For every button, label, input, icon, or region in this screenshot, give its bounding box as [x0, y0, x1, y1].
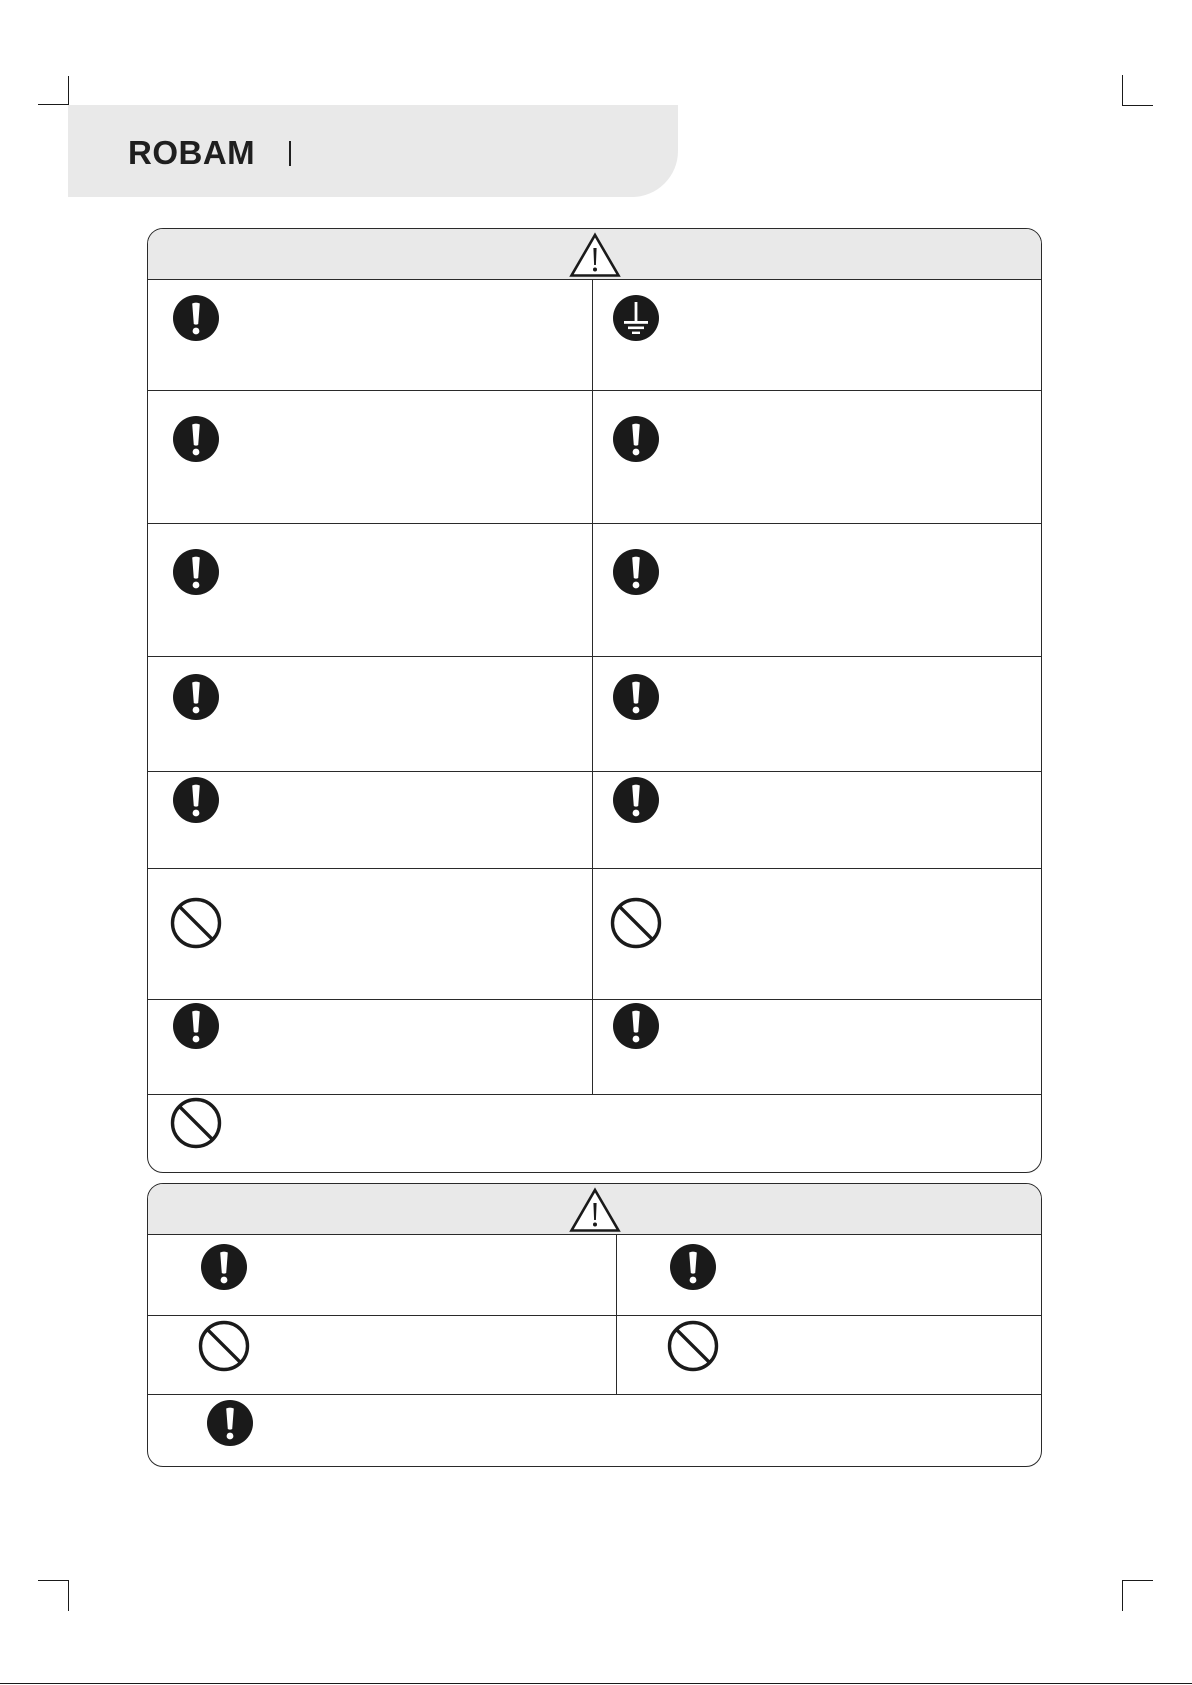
exclamation-circle-icon	[172, 1002, 220, 1050]
exclamation-circle-icon	[206, 1399, 254, 1447]
crop-mark-top-left	[38, 76, 69, 105]
panel_warning-cell-right	[593, 1000, 1041, 1095]
warning-panel-header	[148, 229, 1041, 280]
panel_warning-cell-left	[148, 280, 593, 391]
exclamation-circle-icon	[669, 1243, 717, 1291]
panel-warning-row	[148, 1095, 1041, 1173]
panel-warning-row	[148, 869, 1041, 1000]
panel-caution-row	[148, 1395, 1041, 1466]
crop-mark-bottom-right	[1122, 1580, 1153, 1611]
exclamation-circle-icon	[612, 673, 660, 721]
panel_warning-cell-left	[148, 1000, 593, 1095]
panel-warning-row	[148, 1000, 1041, 1095]
panel_caution-cell-right	[617, 1235, 1041, 1316]
panel_warning-cell-right	[593, 869, 1041, 1000]
caution-panel	[147, 1183, 1042, 1467]
ground-symbol-icon	[612, 294, 660, 342]
prohibition-circle-icon	[170, 1097, 222, 1149]
panel-warning-row	[148, 772, 1041, 869]
warning-panel	[147, 228, 1042, 1173]
prohibition-circle-icon	[170, 897, 222, 949]
header-divider	[289, 141, 291, 166]
exclamation-circle-icon	[612, 415, 660, 463]
prohibition-circle-icon	[667, 1320, 719, 1372]
panel_warning-cell-left	[148, 391, 593, 524]
panel_warning-cell-right	[593, 391, 1041, 524]
panel_warning-cell-left	[148, 524, 593, 657]
panel_caution-cell-right	[617, 1316, 1041, 1395]
crop-mark-top-right	[1122, 75, 1153, 106]
panel_warning-cell-left	[148, 772, 593, 869]
panel-caution-row	[148, 1316, 1041, 1395]
panel_warning-cell-right	[593, 772, 1041, 869]
warning-triangle-icon	[569, 232, 621, 278]
panel_caution-cell-left	[148, 1316, 617, 1395]
panel_warning-cell-right	[593, 280, 1041, 391]
caution-panel-header	[148, 1184, 1041, 1235]
warning-triangle-icon	[569, 1187, 621, 1233]
panel_warning-cell-left	[148, 657, 593, 772]
exclamation-circle-icon	[172, 673, 220, 721]
panel_warning-cell-full	[148, 1095, 1041, 1173]
exclamation-circle-icon	[172, 415, 220, 463]
crop-mark-bottom-left	[38, 1580, 69, 1611]
exclamation-circle-icon	[172, 294, 220, 342]
prohibition-circle-icon	[610, 897, 662, 949]
panel-warning-row	[148, 280, 1041, 391]
panel_warning-cell-left	[148, 869, 593, 1000]
exclamation-circle-icon	[612, 776, 660, 824]
panel_warning-cell-right	[593, 657, 1041, 772]
panel_warning-cell-right	[593, 524, 1041, 657]
exclamation-circle-icon	[172, 548, 220, 596]
panel_caution-cell-full	[148, 1395, 1041, 1466]
panel-warning-row	[148, 391, 1041, 524]
page-bottom-edge	[0, 1683, 1192, 1684]
panel-caution-row	[148, 1235, 1041, 1316]
exclamation-circle-icon	[612, 548, 660, 596]
prohibition-circle-icon	[198, 1320, 250, 1372]
panel_caution-cell-left	[148, 1235, 617, 1316]
exclamation-circle-icon	[172, 776, 220, 824]
panel-warning-row	[148, 657, 1041, 772]
panel-warning-row	[148, 524, 1041, 657]
brand-logo: ROBAM	[128, 134, 256, 171]
exclamation-circle-icon	[612, 1002, 660, 1050]
exclamation-circle-icon	[200, 1243, 248, 1291]
